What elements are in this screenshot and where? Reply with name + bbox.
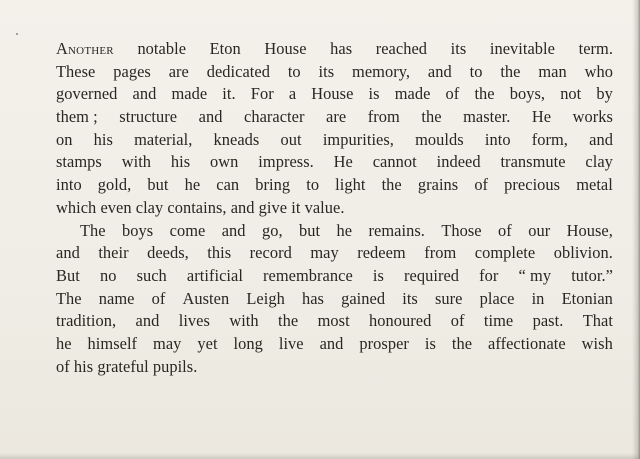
word: For xyxy=(250,84,274,104)
word: bring xyxy=(255,175,291,195)
word: These xyxy=(56,61,96,81)
word: which even clay contains, and give it value. xyxy=(56,197,345,217)
word: indeed xyxy=(436,152,481,172)
word: works xyxy=(572,107,613,127)
text-line xyxy=(56,242,613,265)
word: with xyxy=(121,152,152,172)
word: has xyxy=(301,288,324,308)
word: own xyxy=(210,152,239,172)
word: Austen xyxy=(182,288,230,308)
word: yet xyxy=(197,333,218,353)
word: grains xyxy=(417,175,459,195)
word: affectionate xyxy=(488,333,566,353)
word: the xyxy=(421,107,442,127)
word: honoured xyxy=(369,311,432,331)
word: That xyxy=(582,311,613,331)
text-line xyxy=(56,174,613,197)
word: boys xyxy=(122,220,154,240)
word: he xyxy=(56,333,72,353)
word: prosper xyxy=(359,333,409,353)
word: memory, xyxy=(352,61,411,81)
word: to xyxy=(469,61,483,81)
word: remains. xyxy=(368,220,425,240)
word: clay xyxy=(585,152,613,172)
word: lives xyxy=(178,311,210,331)
text-line xyxy=(56,61,613,84)
word: Eton xyxy=(209,39,241,58)
word: are xyxy=(168,61,189,81)
word: of xyxy=(474,175,489,195)
word: has xyxy=(330,39,353,58)
word: the xyxy=(381,175,402,195)
word: House, xyxy=(566,220,613,240)
word: term. xyxy=(578,39,613,58)
word: remembrance xyxy=(263,265,353,285)
word: who xyxy=(584,61,613,81)
word: he xyxy=(184,175,201,195)
text-line xyxy=(56,333,613,356)
word: and xyxy=(135,311,160,331)
word: complete xyxy=(474,243,536,263)
word: The xyxy=(56,288,82,308)
text-line xyxy=(56,151,613,174)
word: gained xyxy=(341,288,386,308)
word: impurities, xyxy=(322,129,394,149)
word: stamps xyxy=(56,152,102,172)
word: for xyxy=(479,265,499,285)
word: is xyxy=(368,84,380,104)
word: their xyxy=(98,243,129,263)
word: its xyxy=(450,39,467,58)
word: himself xyxy=(87,333,138,353)
word: “ my xyxy=(518,265,552,285)
word: the xyxy=(474,84,495,104)
word: But xyxy=(56,265,80,285)
word: House xyxy=(311,84,354,104)
word: man xyxy=(538,61,567,81)
word: may xyxy=(153,333,182,353)
word: inevitable xyxy=(489,39,555,58)
text-line xyxy=(56,356,613,379)
text-line xyxy=(56,129,613,152)
word: come xyxy=(169,220,206,240)
word: Another xyxy=(56,39,114,58)
text-line xyxy=(56,310,613,333)
text-line xyxy=(56,265,613,288)
word: live xyxy=(278,333,304,353)
word: of his grateful pupils. xyxy=(56,356,198,376)
word: of xyxy=(498,220,512,240)
word: and xyxy=(132,84,157,104)
word: master. xyxy=(463,107,511,127)
word: his xyxy=(93,129,113,149)
word: tutor.” xyxy=(571,265,613,285)
word: governed xyxy=(56,84,118,104)
word: form, xyxy=(531,129,568,149)
word: may xyxy=(310,243,339,263)
word: the xyxy=(500,61,521,81)
word: a xyxy=(288,84,297,104)
word: He xyxy=(333,152,353,172)
word: with xyxy=(229,311,259,331)
word: redeem xyxy=(357,243,406,263)
word: reached xyxy=(375,39,428,58)
text-line xyxy=(56,83,613,106)
word: pages xyxy=(113,61,151,81)
word: of xyxy=(445,84,460,104)
word: The xyxy=(80,220,106,240)
word: long xyxy=(233,333,263,353)
word: from xyxy=(367,107,400,127)
word: his xyxy=(170,152,191,172)
paragraph xyxy=(56,220,613,379)
word: most xyxy=(317,311,350,331)
word: oblivion. xyxy=(553,243,613,263)
word: and xyxy=(319,333,344,353)
word: moulds xyxy=(415,129,464,149)
word: our xyxy=(528,220,551,240)
word: the xyxy=(451,333,473,353)
word: material, xyxy=(134,129,193,149)
word: but xyxy=(299,220,321,240)
word: such xyxy=(136,265,167,285)
word: of xyxy=(450,311,465,331)
word: can xyxy=(216,175,240,195)
word: are xyxy=(326,107,347,127)
word: in xyxy=(531,288,545,308)
word: to xyxy=(287,61,301,81)
word: its xyxy=(402,288,418,308)
word: them ; xyxy=(56,107,98,127)
paragraph xyxy=(56,38,613,220)
word: required xyxy=(404,265,460,285)
word: and xyxy=(221,220,246,240)
paper-speck xyxy=(16,33,18,35)
word: on xyxy=(56,129,73,149)
word: Etonian xyxy=(561,288,613,308)
word: dedicated xyxy=(206,61,270,81)
word: its xyxy=(318,61,335,81)
word: cannot xyxy=(372,152,417,172)
word: time xyxy=(483,311,514,331)
word: structure xyxy=(119,107,178,127)
word: metal xyxy=(576,175,613,195)
word: precious xyxy=(504,175,561,195)
word: light xyxy=(335,175,366,195)
word: transmute xyxy=(500,152,566,172)
text-line xyxy=(56,288,613,311)
word: record xyxy=(249,243,292,263)
word: gold, xyxy=(97,175,132,195)
word: sure xyxy=(434,288,463,308)
word: tradition, xyxy=(56,311,117,331)
word: made xyxy=(394,84,431,104)
text-line xyxy=(56,220,613,243)
text-line xyxy=(56,197,613,220)
word: is xyxy=(424,333,436,353)
word: kneads xyxy=(213,129,260,149)
word: made xyxy=(171,84,208,104)
word: out xyxy=(280,129,302,149)
word: wish xyxy=(581,333,613,353)
word: and xyxy=(589,129,613,149)
word: place xyxy=(479,288,515,308)
dedication-text-block xyxy=(56,38,613,378)
word: character xyxy=(244,107,305,127)
word: the xyxy=(278,311,299,331)
word: notable xyxy=(137,39,187,58)
word: to xyxy=(306,175,320,195)
word: this xyxy=(207,243,232,263)
word: and xyxy=(427,61,452,81)
word: deeds, xyxy=(147,243,189,263)
word: impress. xyxy=(258,152,314,172)
word: not xyxy=(560,84,582,104)
word: it. xyxy=(222,84,236,104)
word: by xyxy=(596,84,613,104)
word: but xyxy=(147,175,169,195)
word: boys, xyxy=(509,84,546,104)
text-line xyxy=(56,106,613,129)
word: House xyxy=(264,39,307,58)
word: into xyxy=(56,175,82,195)
word: name xyxy=(98,288,135,308)
word: and xyxy=(56,243,80,263)
word: no xyxy=(99,265,117,285)
word: and xyxy=(198,107,223,127)
word: from xyxy=(424,243,457,263)
word: He xyxy=(531,107,552,127)
page-right-edge-shadow xyxy=(632,0,640,459)
word: past. xyxy=(532,311,564,331)
word: go, xyxy=(261,220,283,240)
word: he xyxy=(336,220,353,240)
text-line xyxy=(56,38,613,61)
word: into xyxy=(484,129,511,149)
word: Leigh xyxy=(246,288,285,308)
word: is xyxy=(372,265,384,285)
word: Those xyxy=(441,220,482,240)
page-bottom-edge-shadow xyxy=(0,453,640,459)
word: of xyxy=(151,288,166,308)
word: artificial xyxy=(186,265,243,285)
